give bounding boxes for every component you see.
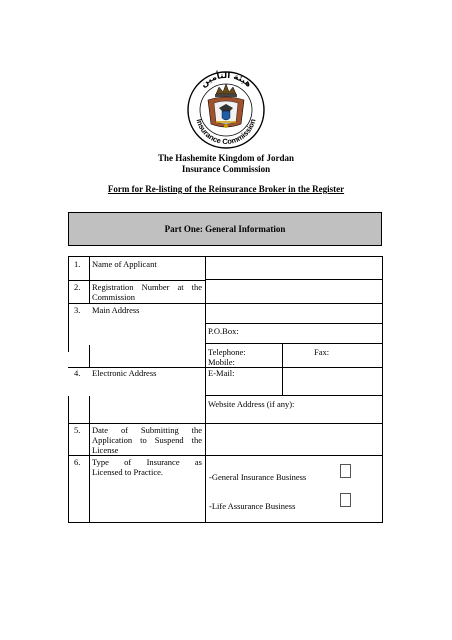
website-label: Website Address (if any): [208,399,295,409]
table-rule [68,455,382,456]
row-2-number: 2. [74,282,81,292]
form-title: Form for Re-listing of the Reinsurance Broker in the Register [107,184,345,194]
email-label: E-Mail: [208,368,235,378]
row-6-label-line1: Type of Insurance as [92,457,202,467]
row-5-label-line3: License [92,445,119,455]
table-rule [89,345,90,368]
table-rule [89,280,90,303]
registration-number-field[interactable] [206,280,381,302]
commission-heading: Insurance Commission [181,164,271,174]
table-rule [68,396,69,523]
row-1-label: Name of Applicant [92,259,157,269]
row-1-number: 1. [74,259,81,269]
row-3-label: Main Address [92,305,140,315]
life-assurance-checkbox[interactable] [340,493,351,507]
fax-label: Fax: [314,347,330,357]
table-rule [382,256,383,523]
row-5-number: 5. [74,425,81,435]
table-rule [68,303,382,304]
part-one-header [68,212,382,246]
seal-english-text: Insurance Commission [194,117,258,147]
applicant-name-field[interactable] [206,257,381,279]
table-rule [68,522,382,523]
telephone-label: Telephone: [208,347,246,357]
row-3-number: 3. [74,305,81,315]
submission-date-field[interactable] [206,424,381,454]
row-6-number: 6. [74,457,81,467]
insurance-commission-seal [186,70,266,150]
row-6-label-line2: Licensed to Practice. [92,467,164,477]
row-5-label-line2: Application to Suspend the [92,435,202,445]
table-rule [282,343,283,368]
table-rule [205,395,382,396]
row-4-label: Electronic Address [92,368,157,378]
pobox-label: P.O.Box: [208,326,239,336]
table-rule [282,367,283,395]
row-2-label-line2: Commission [92,292,135,302]
country-heading: The Hashemite Kingdom of Jordan [157,153,294,163]
row-5-label-line1: Date of Submitting the [92,425,202,435]
life-assurance-label: -Life Assurance Business [209,501,296,511]
general-insurance-checkbox[interactable] [340,464,351,478]
mobile-label: Mobile: [208,357,235,367]
table-rule [89,256,90,280]
general-insurance-label: -General Insurance Business [209,472,307,482]
row-2-label-line1: Registration Number at the [92,282,202,292]
table-rule [205,323,382,324]
table-rule [68,256,69,352]
table-rule [205,343,382,344]
seal-arabic-text: هيئة التأمين [198,70,254,90]
table-rule [89,396,90,523]
row-4-number: 4. [74,368,81,378]
part-one-title: Part One: General Information [164,224,286,234]
